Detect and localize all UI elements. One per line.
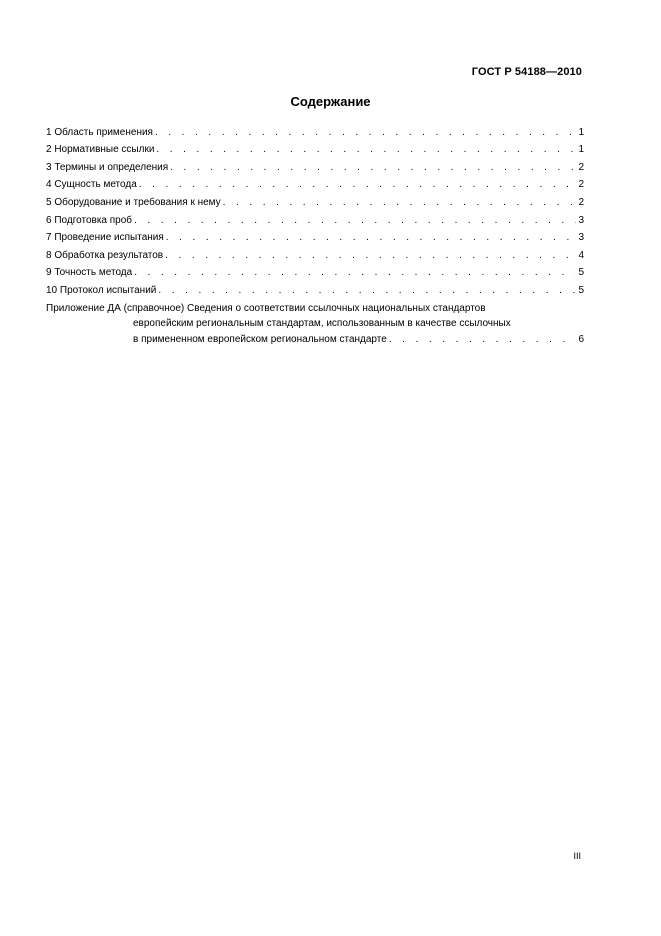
- toc-entry-8[interactable]: [46, 244, 584, 262]
- toc-entry-label: 7 Проведение испытания: [46, 232, 164, 244]
- dot-leader: [168, 162, 576, 174]
- toc-entry-label: 9 Точность метода: [46, 267, 133, 279]
- toc-entry-4[interactable]: [46, 174, 584, 192]
- dot-leader: [387, 334, 577, 346]
- toc-entry-label: 4 Сущность метода: [46, 179, 137, 191]
- toc-entry-2[interactable]: [46, 139, 584, 157]
- toc-entry-page: 3: [578, 214, 584, 226]
- appendix-title-line-1: Приложение ДА (справочное) Сведения о соответствии ссылочных национальных стандартов: [46, 302, 486, 314]
- toc-entry-6[interactable]: [46, 209, 584, 227]
- toc-entry-3[interactable]: [46, 156, 584, 174]
- dot-leader: [132, 215, 576, 227]
- toc-entry-7[interactable]: [46, 227, 584, 245]
- toc-entry-10[interactable]: [46, 279, 584, 297]
- appendix-title-line-3: в примененном европейском региональном стандарте: [133, 333, 387, 345]
- dot-leader: [164, 232, 577, 244]
- toc-entry-page: 1: [578, 144, 584, 156]
- standard-designation: ГОСТ Р 54188—2010: [471, 66, 582, 78]
- toc-entry-label: 6 Подготовка проб: [46, 214, 133, 226]
- toc-entry-page: 5: [578, 267, 584, 279]
- dot-leader: [221, 197, 577, 209]
- toc-entry-page: 5: [578, 284, 584, 296]
- toc-entry-5[interactable]: [46, 191, 584, 209]
- toc-entry-label: 1 Область применения: [46, 126, 153, 138]
- toc-entry-1[interactable]: [46, 121, 584, 139]
- toc-appendix-entry[interactable]: [46, 297, 584, 346]
- toc-entry-label: 2 Нормативные ссылки: [46, 144, 155, 156]
- toc-entry-9[interactable]: [46, 262, 584, 280]
- table-of-contents: [46, 121, 584, 346]
- toc-entry-page: 2: [578, 179, 584, 191]
- appendix-page: 6: [578, 333, 584, 345]
- toc-entry-page: 1: [578, 126, 584, 138]
- toc-entry-label: 5 Оборудование и требования к нему: [46, 196, 221, 208]
- toc-entry-page: 3: [578, 232, 584, 244]
- toc-title: Содержание: [290, 94, 371, 109]
- dot-leader: [132, 267, 576, 279]
- toc-entry-page: 4: [578, 249, 584, 261]
- dot-leader: [137, 179, 577, 191]
- dot-leader: [154, 144, 576, 156]
- toc-entry-page: 2: [578, 196, 584, 208]
- dot-leader: [156, 285, 576, 297]
- dot-leader: [153, 127, 576, 139]
- page-number: III: [573, 851, 581, 861]
- toc-entry-label: 3 Термины и определения: [46, 161, 169, 173]
- toc-entry-page: 2: [578, 161, 584, 173]
- appendix-title-line-2: европейским региональным стандартам, использованным в качестве ссылочных: [133, 318, 511, 330]
- dot-leader: [163, 250, 576, 262]
- toc-entry-label: 10 Протокол испытаний: [46, 284, 157, 296]
- toc-entry-label: 8 Обработка результатов: [46, 249, 164, 261]
